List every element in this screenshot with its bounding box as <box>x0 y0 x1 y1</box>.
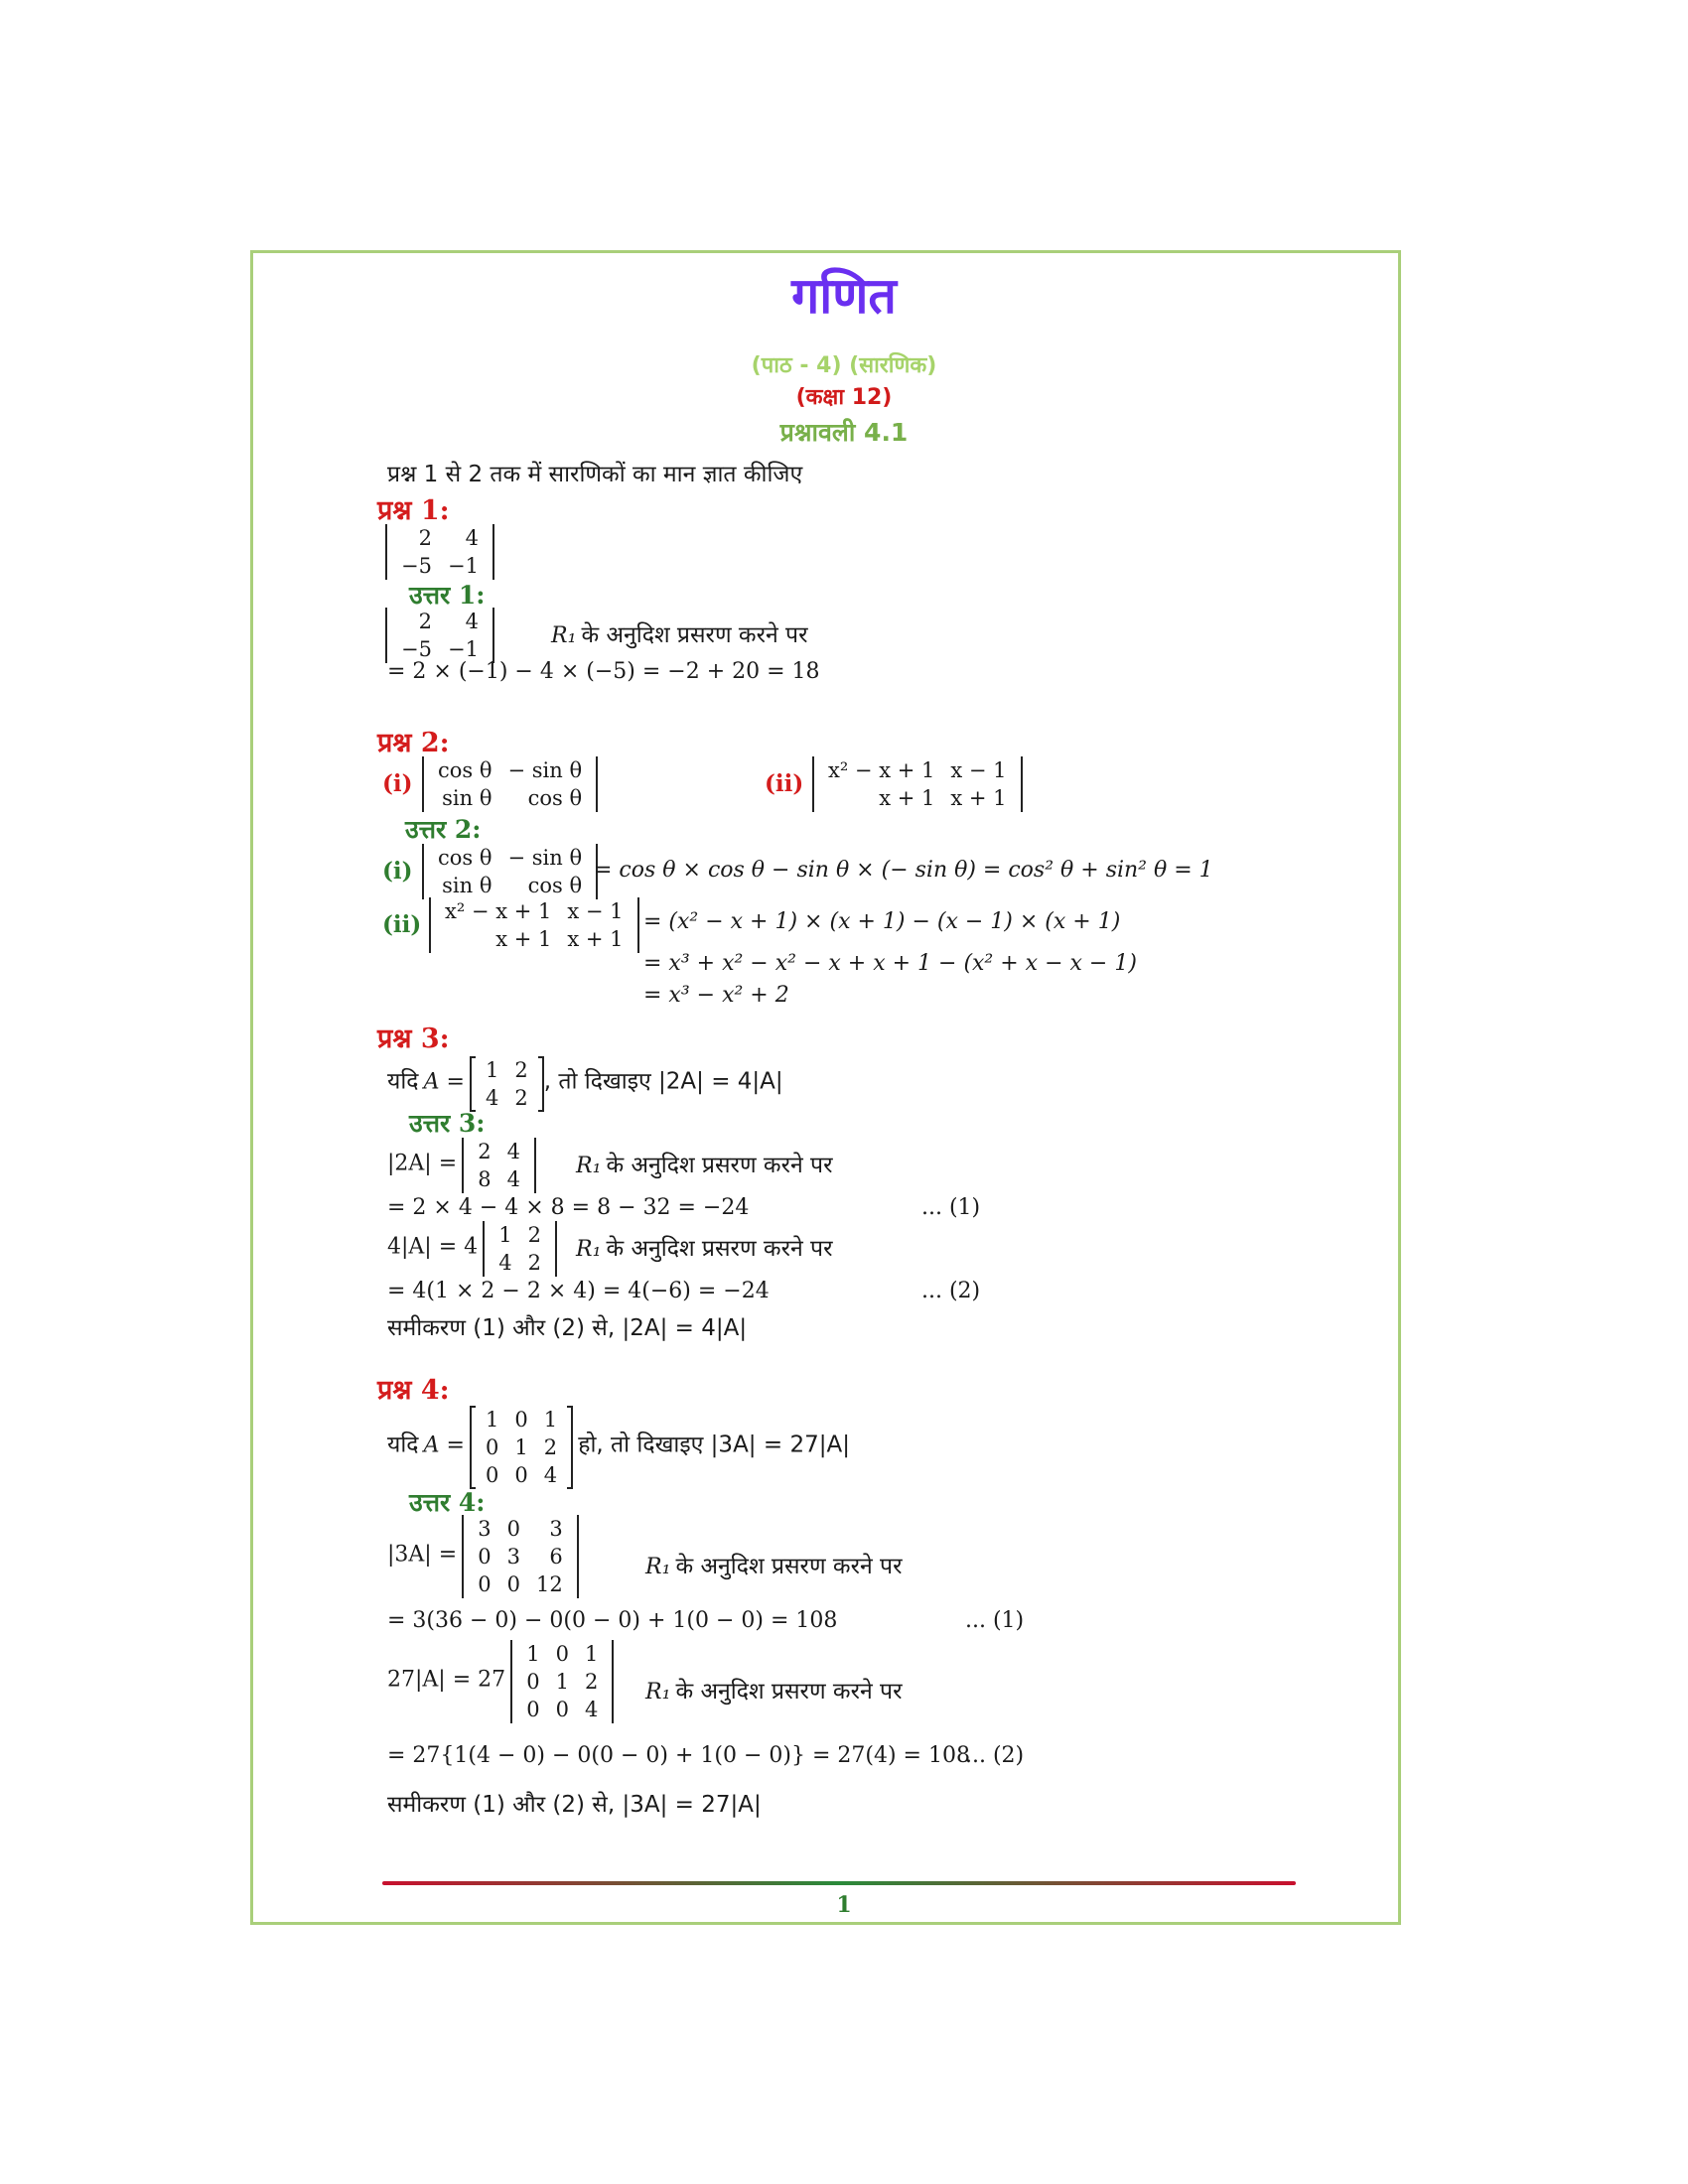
a4-eq-ref-1: ... (1) <box>965 1608 1025 1633</box>
a1-calculation: = 2 × (−1) − 4 × (−5) = −2 + 20 = 18 <box>387 659 820 684</box>
det-cell: x + 1 <box>950 786 1007 810</box>
det-cell: 0 <box>478 1572 492 1596</box>
a2-part-i-label: (i) <box>382 858 413 885</box>
matrix-cell: 1 <box>514 1435 528 1459</box>
det-cell: − sin θ <box>507 758 583 782</box>
intro-text: प्रश्न 1 से 2 तक में सारणिकों का मान ज्ञात कीजिए <box>387 462 803 487</box>
expand-text: के अनुदिश प्रसरण करने पर <box>606 1153 833 1178</box>
if-word: यदि <box>387 1068 419 1095</box>
lhs-3a: |3A| = <box>387 1542 458 1568</box>
matrix-cell: 4 <box>543 1463 558 1487</box>
det-cell: 0 <box>526 1698 540 1721</box>
r1-symbol: R₁ <box>576 1154 602 1178</box>
det-cell: −1 <box>447 637 479 661</box>
question-2-heading: प्रश्न 2: <box>377 728 450 758</box>
a3-eq-ref-1: ... (1) <box>921 1195 981 1220</box>
expand-text: के अनुदिश प्रसरण करने पर <box>675 1679 903 1705</box>
det-cell: 12 <box>535 1572 563 1596</box>
det-cell: 3 <box>549 1517 563 1541</box>
det-cell: −5 <box>401 637 432 661</box>
r1-symbol: R₁ <box>576 1237 602 1262</box>
det-cell: 4 <box>465 526 479 550</box>
a4-eq-ref-2: ... (2) <box>965 1743 1025 1768</box>
a2-part-ii-line-2: = x³ + x² − x² − x + x + 1 − (x² + x − x − 1) <box>643 951 1137 976</box>
exercise-label: प्रश्नावली 4.1 <box>779 418 909 447</box>
q2-det-ii <box>812 756 1023 812</box>
det-cell: 2 <box>418 610 432 633</box>
det-cell: 3 <box>478 1517 492 1541</box>
lhs-4a: 4|A| = 4 <box>387 1234 479 1260</box>
det-cell: 0 <box>478 1545 492 1569</box>
answer-3-heading: उत्तर 3: <box>409 1109 486 1138</box>
matrix-cell: 0 <box>486 1463 499 1487</box>
a4-calculation-1: = 3(36 − 0) − 0(0 − 0) + 1(0 − 0) = 108 <box>387 1608 838 1633</box>
det-cell: x² − x + 1 <box>445 899 552 923</box>
det-cell: 0 <box>526 1670 540 1694</box>
det-cell: cos θ <box>438 846 492 870</box>
q3-statement <box>387 1056 783 1112</box>
matrix-cell: 1 <box>543 1408 558 1432</box>
expand-text: के अनुदिश प्रसरण करने पर <box>675 1554 903 1579</box>
det-cell: 6 <box>549 1545 563 1569</box>
lhs-2a: |2A| = <box>387 1151 458 1176</box>
question-4-heading: प्रश्न 4: <box>377 1375 450 1406</box>
det-cell: x + 1 <box>495 927 552 951</box>
matrix-cell: 2 <box>543 1435 558 1459</box>
question-3-heading: प्रश्न 3: <box>377 1024 450 1054</box>
det-cell: 4 <box>465 610 479 633</box>
a-equals: A = <box>423 1069 465 1095</box>
det-cell: 0 <box>555 1642 569 1666</box>
det-cell: 0 <box>506 1517 520 1541</box>
det-cell: −5 <box>401 554 432 578</box>
det-cell: 2 <box>418 526 432 550</box>
a3-calculation-1: = 2 × 4 − 4 × 8 = 8 − 32 = −24 <box>387 1195 750 1220</box>
q4-statement <box>387 1406 850 1489</box>
r1-symbol: R₁ <box>645 1555 671 1579</box>
det-cell: −1 <box>447 554 479 578</box>
a2-part-i-calculation: = cos θ × cos θ − sin θ × (− sin θ) = cos² θ + sin² θ = 1 <box>594 858 1213 883</box>
det-cell: 2 <box>527 1251 541 1275</box>
a2-part-ii-label: (ii) <box>382 911 422 938</box>
a1-expand-note <box>551 617 808 649</box>
a2-part-ii-line-3: = x³ − x² + 2 <box>643 983 789 1008</box>
expand-text: के अनुदिश प्रसरण करने पर <box>581 622 808 648</box>
q2-det-i <box>422 756 598 812</box>
q1-determinant <box>385 524 494 580</box>
r1-symbol: R₁ <box>551 623 577 648</box>
expand-text: के अनुदिश प्रसरण करने पर <box>606 1236 833 1262</box>
det-cell: 4 <box>506 1140 520 1163</box>
det-cell: 0 <box>555 1698 569 1721</box>
det-cell: 1 <box>526 1642 540 1666</box>
a4-conclusion: समीकरण (1) और (2) से, |3A| = 27|A| <box>387 1792 762 1818</box>
a4-calculation-2: = 27{1(4 − 0) − 0(0 − 0) + 1(0 − 0)} = 27(4) = 108 <box>387 1743 970 1768</box>
matrix-cell: 0 <box>514 1463 528 1487</box>
a3-det-2a <box>387 1138 536 1193</box>
page-title: गणित <box>791 267 897 325</box>
matrix-cell: 2 <box>514 1086 528 1110</box>
a3-calculation-2: = 4(1 × 2 − 2 × 4) = 4(−6) = −24 <box>387 1279 770 1303</box>
det-cell: x − 1 <box>950 758 1007 782</box>
footer-divider <box>382 1881 1296 1885</box>
a3-expand-note-2 <box>576 1231 833 1263</box>
show-text: हो, तो दिखाइए |3A| = 27|A| <box>578 1432 850 1458</box>
matrix-cell: 4 <box>486 1086 499 1110</box>
det-cell: 4 <box>584 1698 599 1721</box>
det-cell: sin θ <box>442 874 492 897</box>
matrix-cell: 1 <box>486 1058 499 1082</box>
det-cell: cos θ <box>527 786 583 810</box>
a3-det-4a <box>387 1221 557 1277</box>
det-cell: 1 <box>498 1223 512 1247</box>
det-cell: x + 1 <box>567 927 624 951</box>
det-cell: x² − x + 1 <box>828 758 935 782</box>
answer-4-heading: उत्तर 4: <box>409 1488 486 1517</box>
q2-part-ii-label: (ii) <box>765 770 804 797</box>
det-cell: 8 <box>478 1167 492 1191</box>
a3-expand-note-1 <box>576 1148 833 1179</box>
lhs-27a: 27|A| = 27 <box>387 1667 506 1693</box>
a4-det-3a <box>387 1515 579 1598</box>
det-cell: sin θ <box>442 786 492 810</box>
question-1-heading: प्रश्न 1: <box>377 495 450 526</box>
det-cell: 2 <box>478 1140 492 1163</box>
a4-expand-note-1 <box>645 1549 903 1580</box>
a2-part-ii-line-1: = (x² − x + 1) × (x + 1) − (x − 1) × (x + 1) <box>643 909 1121 934</box>
a2-det-ii <box>429 897 639 953</box>
matrix-cell: 1 <box>486 1408 499 1432</box>
det-cell: cos θ <box>438 758 492 782</box>
q2-part-i-label: (i) <box>382 770 413 797</box>
a4-expand-note-2 <box>645 1674 903 1706</box>
det-cell: x + 1 <box>879 786 935 810</box>
chapter-label: (पाठ - 4) (सारणिक) <box>751 353 937 378</box>
a2-det-i <box>422 844 598 899</box>
page-number: 1 <box>836 1892 852 1918</box>
matrix-cell: 2 <box>514 1058 528 1082</box>
a3-conclusion: समीकरण (1) और (2) से, |2A| = 4|A| <box>387 1315 748 1341</box>
show-text: , तो दिखाइए |2A| = 4|A| <box>543 1068 783 1095</box>
det-cell: x − 1 <box>567 899 624 923</box>
det-cell: cos θ <box>527 874 583 897</box>
det-cell: 2 <box>527 1223 541 1247</box>
det-cell: 4 <box>506 1167 520 1191</box>
r1-symbol: R₁ <box>645 1680 671 1705</box>
if-word: यदि <box>387 1432 419 1458</box>
det-cell: 3 <box>506 1545 520 1569</box>
det-cell: − sin θ <box>507 846 583 870</box>
det-cell: 1 <box>584 1642 599 1666</box>
class-label: (कक्षा 12) <box>795 385 893 410</box>
matrix-cell: 0 <box>486 1435 499 1459</box>
a1-determinant <box>385 608 494 663</box>
det-cell: 4 <box>498 1251 512 1275</box>
matrix-cell: 0 <box>514 1408 528 1432</box>
a3-eq-ref-2: ... (2) <box>921 1279 981 1303</box>
det-cell: 0 <box>506 1572 520 1596</box>
a-equals: A = <box>423 1433 465 1458</box>
det-cell: 2 <box>584 1670 599 1694</box>
answer-1-heading: उत्तर 1: <box>409 581 486 610</box>
det-cell: 1 <box>555 1670 569 1694</box>
answer-2-heading: उत्तर 2: <box>405 815 482 844</box>
a4-det-27a <box>387 1640 614 1723</box>
